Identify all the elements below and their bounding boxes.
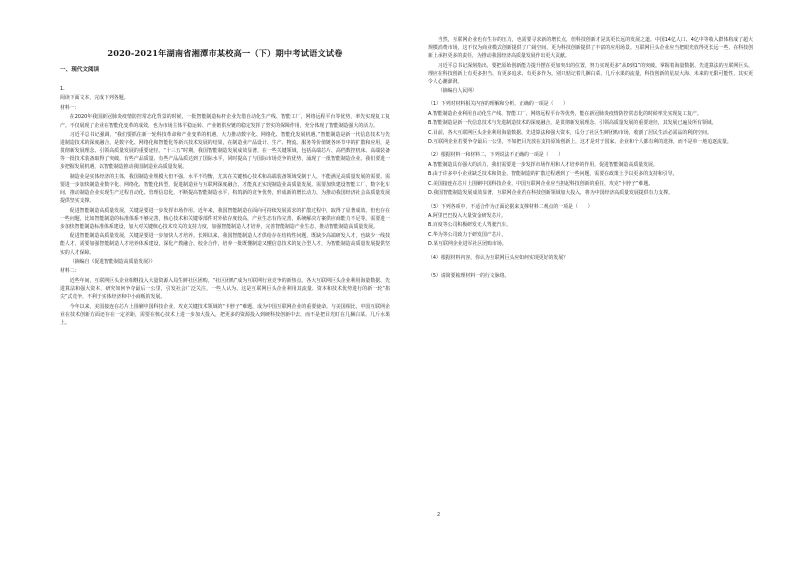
paragraph: 促进智能制造高质量发展，关键是要进一步发挥市场作用。近年来，我国智能制造在面向可持续发展需求的扩散过程中，取得了显著成效，但也存在一些问题，比如智能制造的标准体系不够完善，核心技术和关键零部件对外依存度较高，产业生态有待完善，系统解决方案供应商能力不足等。需要进一步加快智能制造标准体系建设，加大对关键核心技术攻关的支持力度，加强智能制造人才培养，完善智能制造产业生态，推动智能制造高质量发展。 [60, 207, 390, 230]
option-a: A.智能制造具有强大的活力，我们需要进一步发挥市场作用和人才培养的作用，促进智能制造高质量发展。 [428, 161, 658, 168]
option-b: B.由于许多中小企业缺乏技术和资金，智能制造的扩散过程遇到了一些问题，需要在政策上予以更多的支持和引导。 [428, 171, 678, 178]
material2-label: 材料二： [60, 268, 80, 275]
question-stem: （1）下列对材料相关内容的理解和分析，正确的一项是（ ） [428, 101, 569, 108]
question-5 [428, 272, 753, 280]
source-note: （摘编自人民网） [437, 88, 477, 95]
question-1 [428, 100, 753, 146]
paragraph: 习近平总书记深刻指出，要把原始创新能力提升摆在更加突出的位置，努力实现更多“从0到1”的突破。掌握着海量数据、先进算法的互联网巨头，理应在科技创新上有更多担当、有更多追求、有更多作为。别只惦记着几捆白菜、几斤水果的流量，科技创新的星辰大海、未来的无限可能性，其实更令人心潮澎湃。 [428, 62, 753, 85]
option-d: D.我国智能制造发展成效显著，互联网企业若在科技创新领域加大投入，将为中国经济高质量发展提供有力支撑。 [428, 190, 673, 197]
paragraph: 在2020年我国新冠肺炎疫情防控常态化背景的时候，一批智能制造标杆企业先借自动化生产线、智能工厂，网络远程平台等优势，率先实现复工复产。不仅展现了企业在智能化变革的成效，也为市场主体平稳运转、产业链供应链的稳定发挥了坚实的保障作用，充分体现了智能制造强大的活力。 [60, 114, 390, 129]
option-b: B.智能制造是新一代信息技术与先进制造技术的深度融合，是贯彻新发展理念、引领高质量发展的重要途径，其发展已遍及所有领域。 [428, 120, 717, 127]
section-heading: 一、现代文阅读 [60, 67, 100, 73]
material1-label: 材料一： [60, 104, 80, 111]
question-stem: （4）根据材料内容，你认为互联网巨头应如何实现更好的发展？ [428, 254, 569, 261]
question-stem: （2）根据材料一和材料二，下列说法不正确的一项是（ ） [428, 152, 564, 159]
option-a: A.智能制造企业利用自动化生产线、智能工厂、网络远程平台等优势，能在新冠肺炎疫情防控常态化的时候率先实现复工复产。 [428, 110, 702, 117]
option-c: C.华为等公司致力于研发国产芯片。 [428, 231, 507, 238]
paragraph: 今年以来，美国接连在芯片上围剿中国科技企业，攻克关键技术领域的“卡脖子”难题，成为中国互联网企业的重要使命。与美国相比，中国互联网企业在技术创新方面还存在一定差距，需要在核心技术上进一步加大投入，把更多的资源投入到硬科技创新中去，而不是把目光盯在几捆白菜、几斤水果上。 [60, 303, 390, 326]
question-stem: （5）请简要梳理材料一的行文脉络。 [428, 273, 510, 280]
page-number: 2 [437, 512, 441, 518]
paragraph: 当然，互联网企业也有生存的压力，也需要寻求新的增长点，但科技创新才是其更长远的发展之道。中国14亿人口、4亿中等收入群体构成了超大规模消费市场，这不仅为商业模式创新提供了广阔空间，更为科技创新提供了丰富的应用场景。互联网巨头企业应当把眼光放得更长远一些，在科技创新上承担更多的责任，为推动我国经济高质量发展作出更大贡献。 [428, 37, 753, 60]
option-b: B.百度等公司积极研发无人驾驶汽车。 [428, 222, 512, 229]
question-2 [428, 151, 753, 197]
option-d: D.某互联网企业进军社区团购市场。 [428, 241, 507, 248]
instruction: 阅读下面文本，完成下列各题。 [60, 95, 129, 102]
source-note: （摘编自《促进智能制造高质量发展》） [69, 259, 156, 265]
option-c: C.美国接连在芯片上围剿中国科技企业，中国互联网企业应当担起科技创新的重任，攻克“卡脖子”难题。 [428, 180, 654, 187]
paragraph: 促进智能制造高质量发展，关键是要进一步加快人才培养。长期以来，我国智能制造人才供给存在结构性问题，既缺少高端研发人才，也缺少一线技能人才，需要加强智能制造人才培养体系建设，深化产教融合、校企合作，培养一批既懂制造又懂信息技术的复合型人才，为智能制造高质量发展提供坚实的人才保障。 [60, 233, 390, 256]
paragraph: 习近平总书记强调，“我们要抓住新一轮科技革命和产业变革的机遇，大力推动数字化、网络化、智能化发展机遇。”智能制造是新一代信息技术与先进制造技术的深度融合，是数字化、网络化和智能化等新兴技术发展的结果，在制造业产品设计、生产、物流、服务等价值链各环节中的扩散和应用，是贯彻新发展理念、引领高质量发展的重要途径。“十三五”时期，我国智能制造发展成效显著，在一些关键领域，包括高端芯片、高档数控机床、高端装备等一批技术装备取得了突破，有些产品质量、有些产品品质达到了国际水平，同时提高了与国际市场竞争的优势，涌现了一批智能制造企业。我们要进一步把握发展机遇，以智能制造推动我国制造业高质量发展。 [60, 132, 390, 171]
question-3 [428, 203, 753, 249]
question-4 [428, 254, 753, 262]
paragraph: 近些年间，互联网巨头企业相继投入大量资源入局生鲜社区团购，“社区团购”成为互联网行业竞争的新热点。各大互联网巨头企业利用海量数据、先进算法和强大资本，研究如何争夺最后一公里，引发社会广泛关注。一些人认为，这是互联网巨头企业利用其流量、资本和技术优势进行的新一轮“掐尖”式竞争，不利于实体经济和中小商贩的发展。 [60, 277, 390, 301]
option-c: C.目前，各大互联网巨头企业利用海量数据、先进算法和强大资本，瓜分了社区生鲜团购市场，收割了居民生活必需品的利润空间。 [428, 129, 712, 136]
option-d: D.互联网企业若要争夺最后一公里，不如把目光放在支持原始创新上，这才是对于国家、企业和个人都有利的选择，而不是单一地追逐流量。 [428, 139, 732, 146]
left-column [60, 40, 390, 328]
right-column [428, 36, 753, 282]
document-title: 2020-2021年湖南省湘潭市某校高一（下）期中考试语文试卷 [107, 48, 343, 58]
paragraph: 制造业是实体经济的主体，我国制造业规模大但不强，水平不均衡，尤其在关键核心技术和高端装备领域受制于人，不能满足高质量发展的需要。需要进一步加快制造业数字化、网络化、智能化转型，促进制造业与互联网深度融合，才能真正实现制造业高质量发展。需要加快建设智能工厂、数字化车间，推动制造企业实现生产过程自动化、管理信息化，不断提高智能制造水平，构筑新的竞争优势，形成新的增长动力，为推动我国经济社会高质量发展提供坚实支撑。 [60, 173, 390, 205]
question-stem: （3）下列各项中，不适合作为正面论据来支撑材料二观点的一项是（ ） [428, 203, 593, 210]
option-a: A.阿里巴巴投入大量资金研发芯片。 [428, 212, 507, 219]
question-number: 1. [60, 86, 65, 92]
